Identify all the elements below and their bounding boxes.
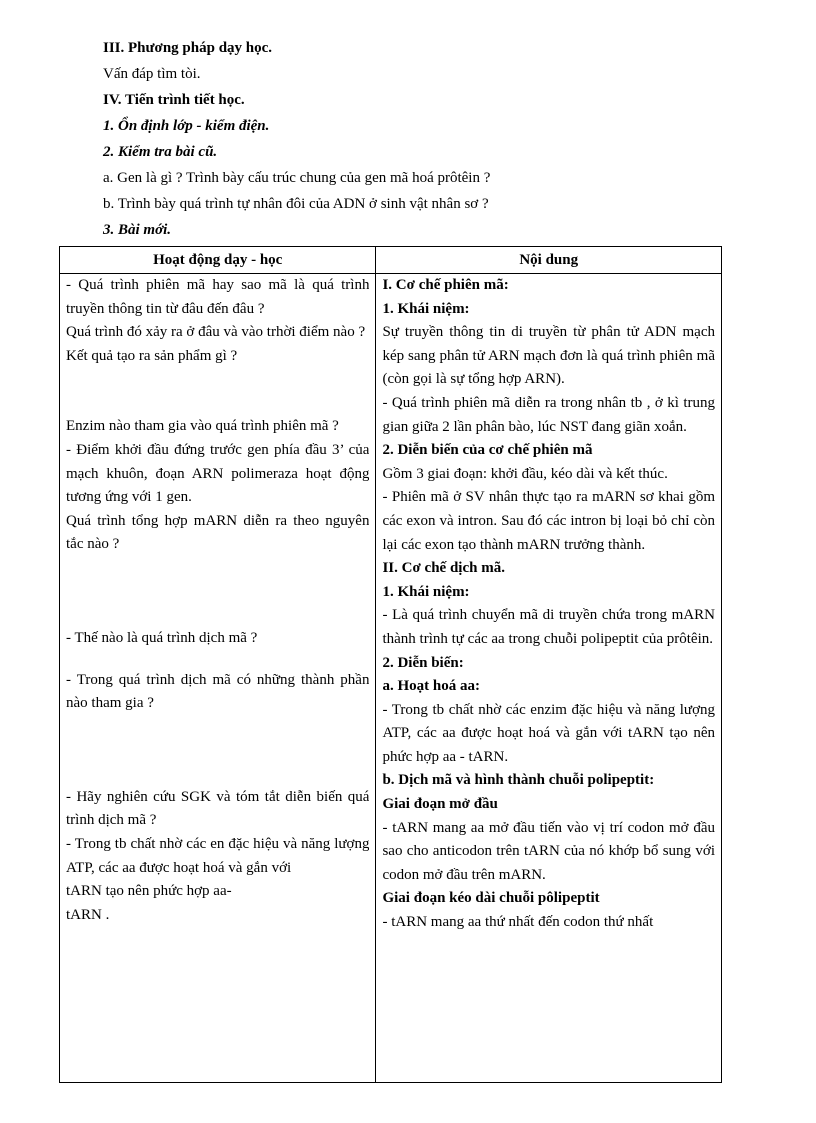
left-question-4: Enzim nào tham gia vào quá trình phiên mã ?	[66, 418, 339, 435]
header-teaching-activities: Hoạt động dạy - học	[60, 247, 376, 274]
content-paragraph: - Phiên mã ở SV nhân thực tạo ra mARN sơ khai gồm các exon và intron. Sau đó các intron bị loại bỏ chỉ còn lại các exon tạo thành mARN trưởng thành.	[382, 489, 715, 553]
activities-cell	[60, 274, 376, 1083]
left-question-5: Quá trình tổng hợp mARN diễn ra theo nguyên tắc nào ?	[66, 512, 370, 553]
subheading-process-1: 2. Diễn biến của cơ chế phiên mã	[382, 442, 593, 459]
content-paragraph: Gồm 3 giai đoạn: khởi đầu, kéo dài và kết thúc.	[382, 465, 668, 482]
section-iii-title: III. Phương pháp dạy học.	[103, 40, 273, 56]
step-1-heading: 1. Ổn định lớp - kiểm điện.	[103, 118, 270, 134]
table-header-row	[60, 247, 722, 274]
table-body-row	[60, 274, 722, 1083]
left-question-6: - Thế nào là quá trình dịch mã ?	[66, 629, 258, 646]
content-paragraph: - Trong tb chất nhờ các enzim đặc hiệu và năng lượng ATP, các aa được hoạt hoá và gắn với tARN tạo nên phức hợp aa - tARN.	[382, 701, 715, 765]
left-note-1: - Điểm khởi đầu đứng trước gen phía đầu 3’ của mạch khuôn, đoạn ARN polimeraza hoạt động tương ứng với 1 gen.	[66, 441, 370, 506]
header-content: Nội dung	[376, 247, 722, 274]
left-note-2: - Trong tb chất nhờ các en đặc hiệu và năng lượng ATP, các aa được hoạt hoá và gắn với	[66, 835, 370, 876]
left-question-7: - Trong quá trình dịch mã có những thành phần nào tham gia ?	[66, 671, 370, 712]
heading-transcription: I. Cơ chế phiên mã:	[382, 277, 509, 293]
left-question-8: - Hãy nghiên cứu SGK và tóm tắt diễn biến quá trình dịch mã ?	[66, 788, 370, 829]
heading-translation: II. Cơ chế dịch mã.	[382, 560, 505, 577]
content-paragraph: - Là quá trình chuyển mã di truyền chứa trong mARN thành trình tự các aa trong chuỗi polipeptit của prôtêin.	[382, 607, 715, 647]
question-b: b. Trình bày quá trình tự nhân đôi của ADN ở sinh vật nhân sơ ?	[103, 196, 489, 212]
left-question-2: Quá trình đó xảy ra ở đâu và vào trhời điểm nào ?	[66, 324, 366, 341]
subheading-concept-2: 1. Khái niệm:	[382, 583, 470, 600]
question-a: a. Gen là gì ? Trình bày cấu trúc chung của gen mã hoá prôtêin ?	[103, 170, 491, 186]
left-question-3: Kết quả tạo ra sản phẩm gì ?	[66, 347, 238, 364]
left-note-4: tARN .	[66, 906, 110, 923]
subheading-initiation: Giai đoạn mở đầu	[382, 796, 498, 813]
section-iv-title: IV. Tiến trình tiết học.	[103, 92, 245, 108]
left-note-3: tARN tạo nên phức hợp aa-	[66, 883, 232, 900]
subheading-elongation: Giai đoạn kéo dài chuỗi pôlipeptit	[382, 890, 600, 907]
step-2-heading: 2. Kiểm tra bài cũ.	[103, 144, 218, 160]
content-paragraph: - tARN mang aa thứ nhất đến codon thứ nhất	[382, 914, 654, 931]
left-question-1: - Quá trình phiên mã hay sao mã là quá trình truyền thông tin từ đâu đến đâu ?	[66, 277, 370, 317]
content-paragraph: - tARN mang aa mở đầu tiến vào vị trí codon mở đầu sao cho anticodon trên tARN của nó khớp bổ sung với codon mở đầu trên mARN.	[382, 819, 715, 883]
content-paragraph: - Quá trình phiên mã diễn ra trong nhân tb , ở kì trung gian giữa 2 lần phân bào, lúc NST đang giãn xoắn.	[382, 394, 715, 435]
step-3-heading: 3. Bài mới.	[103, 222, 172, 238]
lesson-table	[59, 246, 722, 1083]
section-iii-body: Vấn đáp tìm tòi.	[103, 66, 201, 82]
subheading-process-2: 2. Diễn biến:	[382, 654, 464, 671]
content-cell	[376, 274, 722, 1083]
subheading-activation: a. Hoạt hoá aa:	[382, 678, 480, 695]
content-paragraph: Sự truyền thông tin di truyền từ phân tử ADN mạch kép sang phân tử ARN mạch đơn là quá trình phiên mã (còn gọi là sự tổng hợp ARN).	[382, 324, 715, 388]
subheading-concept-1: 1. Khái niệm:	[382, 300, 470, 317]
subheading-translation-chain: b. Dịch mã và hình thành chuỗi polipeptit:	[382, 772, 655, 789]
